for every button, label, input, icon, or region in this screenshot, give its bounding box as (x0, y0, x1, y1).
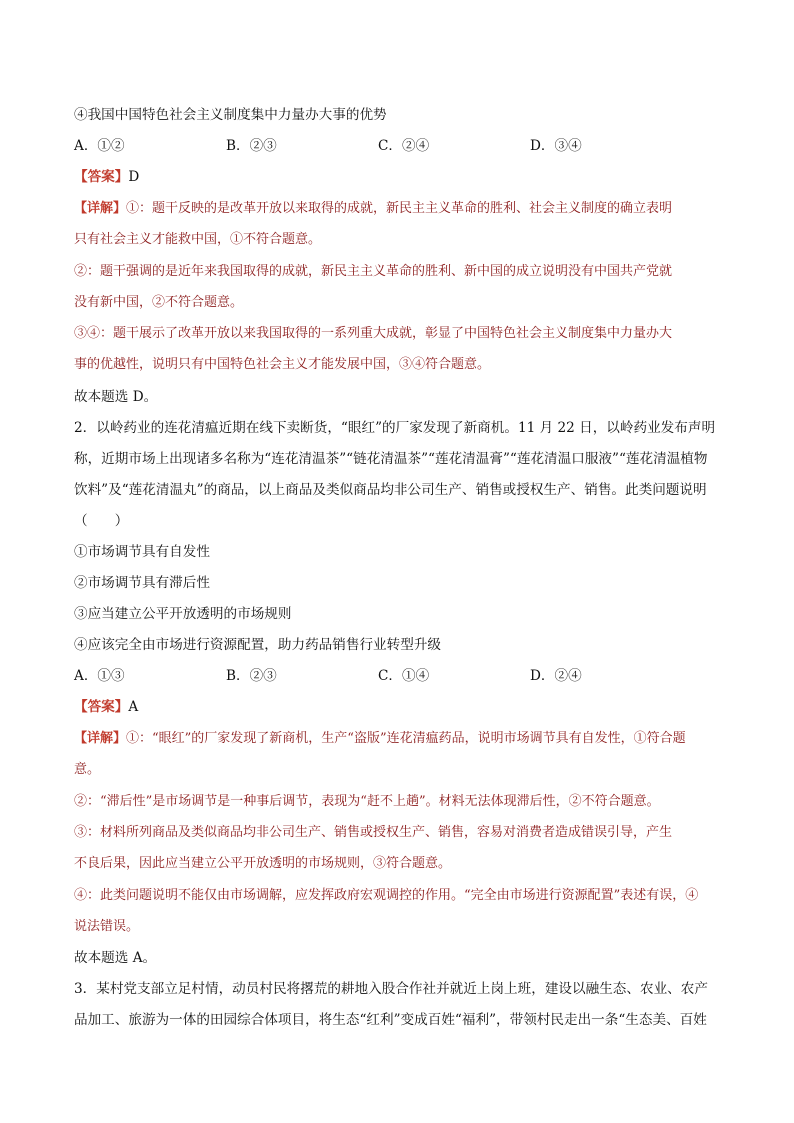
q1-explain-line-4: 没有新中国，②不符合题意。 (74, 295, 244, 310)
q2-explain-line-3: ②：“滞后性”是市场调节是一种事后调节，表现为“赶不上趟”。材料无法体现滞后性，②不符合题意。 (74, 794, 660, 809)
answer-label: 【答案】 (74, 699, 129, 715)
q1-explain-line-3: ②：题干强调的是近年来我国取得的成就，新民主主义革命的胜利、新中国的成立说明没有中国共产党就 (74, 264, 673, 279)
q2-stem-line-4: （ ） (74, 513, 129, 529)
q1-explain-line-5: ③④：题干展示了改革开放以来我国取得的一系列重大成就，彰显了中国特色社会主义制度集中力量办大 (74, 326, 673, 341)
explain-label: 【详解】 (74, 201, 127, 216)
q2-option-1: ①市场调节具有自发性 (74, 544, 210, 560)
q2-choice-d: D．②④ (530, 668, 582, 684)
q2-conclusion: 故本题选 A。 (74, 950, 157, 966)
q2-stem-line-1: 2．以岭药业的连花清瘟近期在线下卖断货，“眼红”的厂家发现了新商机。11 月 22 日，以岭药业发布声明 (74, 420, 716, 436)
q2-explain-line-1 (74, 727, 686, 746)
q2-option-3: ③应当建立公平开放透明的市场规则 (74, 606, 292, 622)
q2-explain-line-2: 意。 (74, 762, 101, 777)
q3-stem-line-1: 3．某村党支部立足村情，动员村民将撂荒的耕地入股合作社并就近上岗上班，建设以融生态、农业、农产 (74, 981, 708, 997)
q1-option-4: ④我国中国特色社会主义制度集中力量办大事的优势 (74, 107, 387, 123)
q1-choice-b: B．②③ (226, 138, 277, 154)
explain-text: ①：“眼红”的厂家发现了新商机，生产“盗版”连花清瘟药品，说明市场调节具有自发性，①符合题 (126, 731, 686, 746)
q2-stem-line-3: 饮料”及“莲花清温丸”的商品，以上商品及类似商品均非公司生产、销售或授权生产、销售。此类问题说明 (74, 482, 707, 498)
q1-explain-line-6: 事的优越性，说明只有中国特色社会主义才能发展中国，③④符合题意。 (74, 357, 491, 372)
q1-choice-d: D．③④ (530, 138, 582, 154)
q1-explain-line-1 (74, 197, 672, 216)
q1-choice-c: C．②④ (378, 138, 430, 154)
answer-value: A (128, 699, 139, 715)
q2-option-4: ④应该完全由市场进行资源配置，助力药品销售行业转型升级 (74, 637, 442, 653)
q1-choice-a: A．①② (74, 138, 125, 154)
q2-option-2: ②市场调节具有滞后性 (74, 575, 210, 591)
q2-answer (74, 695, 138, 715)
explain-label: 【详解】 (74, 731, 127, 746)
q2-explain-line-6: ④：此类问题说明不能仅由市场调解，应发挥政府宏观调控的作用。“完全由市场进行资源配置”表述有误，④ (74, 888, 699, 903)
q1-conclusion: 故本题选 D。 (74, 389, 158, 405)
q2-explain-line-4: ③：材料所列商品及类似商品均非公司生产、销售或授权生产、销售，容易对消费者造成错误引导，产生 (74, 825, 673, 840)
q2-explain-line-5: 不良后果，因此应当建立公平开放透明的市场规则，③符合题意。 (74, 856, 452, 871)
explain-text: ①：题干反映的是改革开放以来取得的成就，新民主主义革命的胜利、社会主义制度的确立表明 (126, 201, 673, 216)
q2-choice-c: C．①④ (378, 668, 430, 684)
q2-choice-b: B．②③ (226, 668, 277, 684)
q2-explain-line-7: 说法错误。 (74, 919, 140, 934)
answer-label: 【答案】 (74, 169, 129, 185)
q2-stem-line-2: 称，近期市场上出现诸多名称为“连花清温茶”“链花清温茶”“莲花清温膏”“莲花清温口服液”“莲花清温植物 (74, 451, 708, 467)
q2-choice-a: A．①③ (74, 668, 125, 684)
answer-value: D (128, 169, 140, 185)
q3-stem-line-2: 品加工、旅游为一体的田园综合体项目，将生态“红利”变成百姓“福利”，带领村民走出一条“生态美、百姓 (74, 1012, 707, 1028)
q1-explain-line-2: 只有社会主义才能救中国，①不符合题意。 (74, 232, 322, 247)
q1-answer (74, 165, 139, 185)
